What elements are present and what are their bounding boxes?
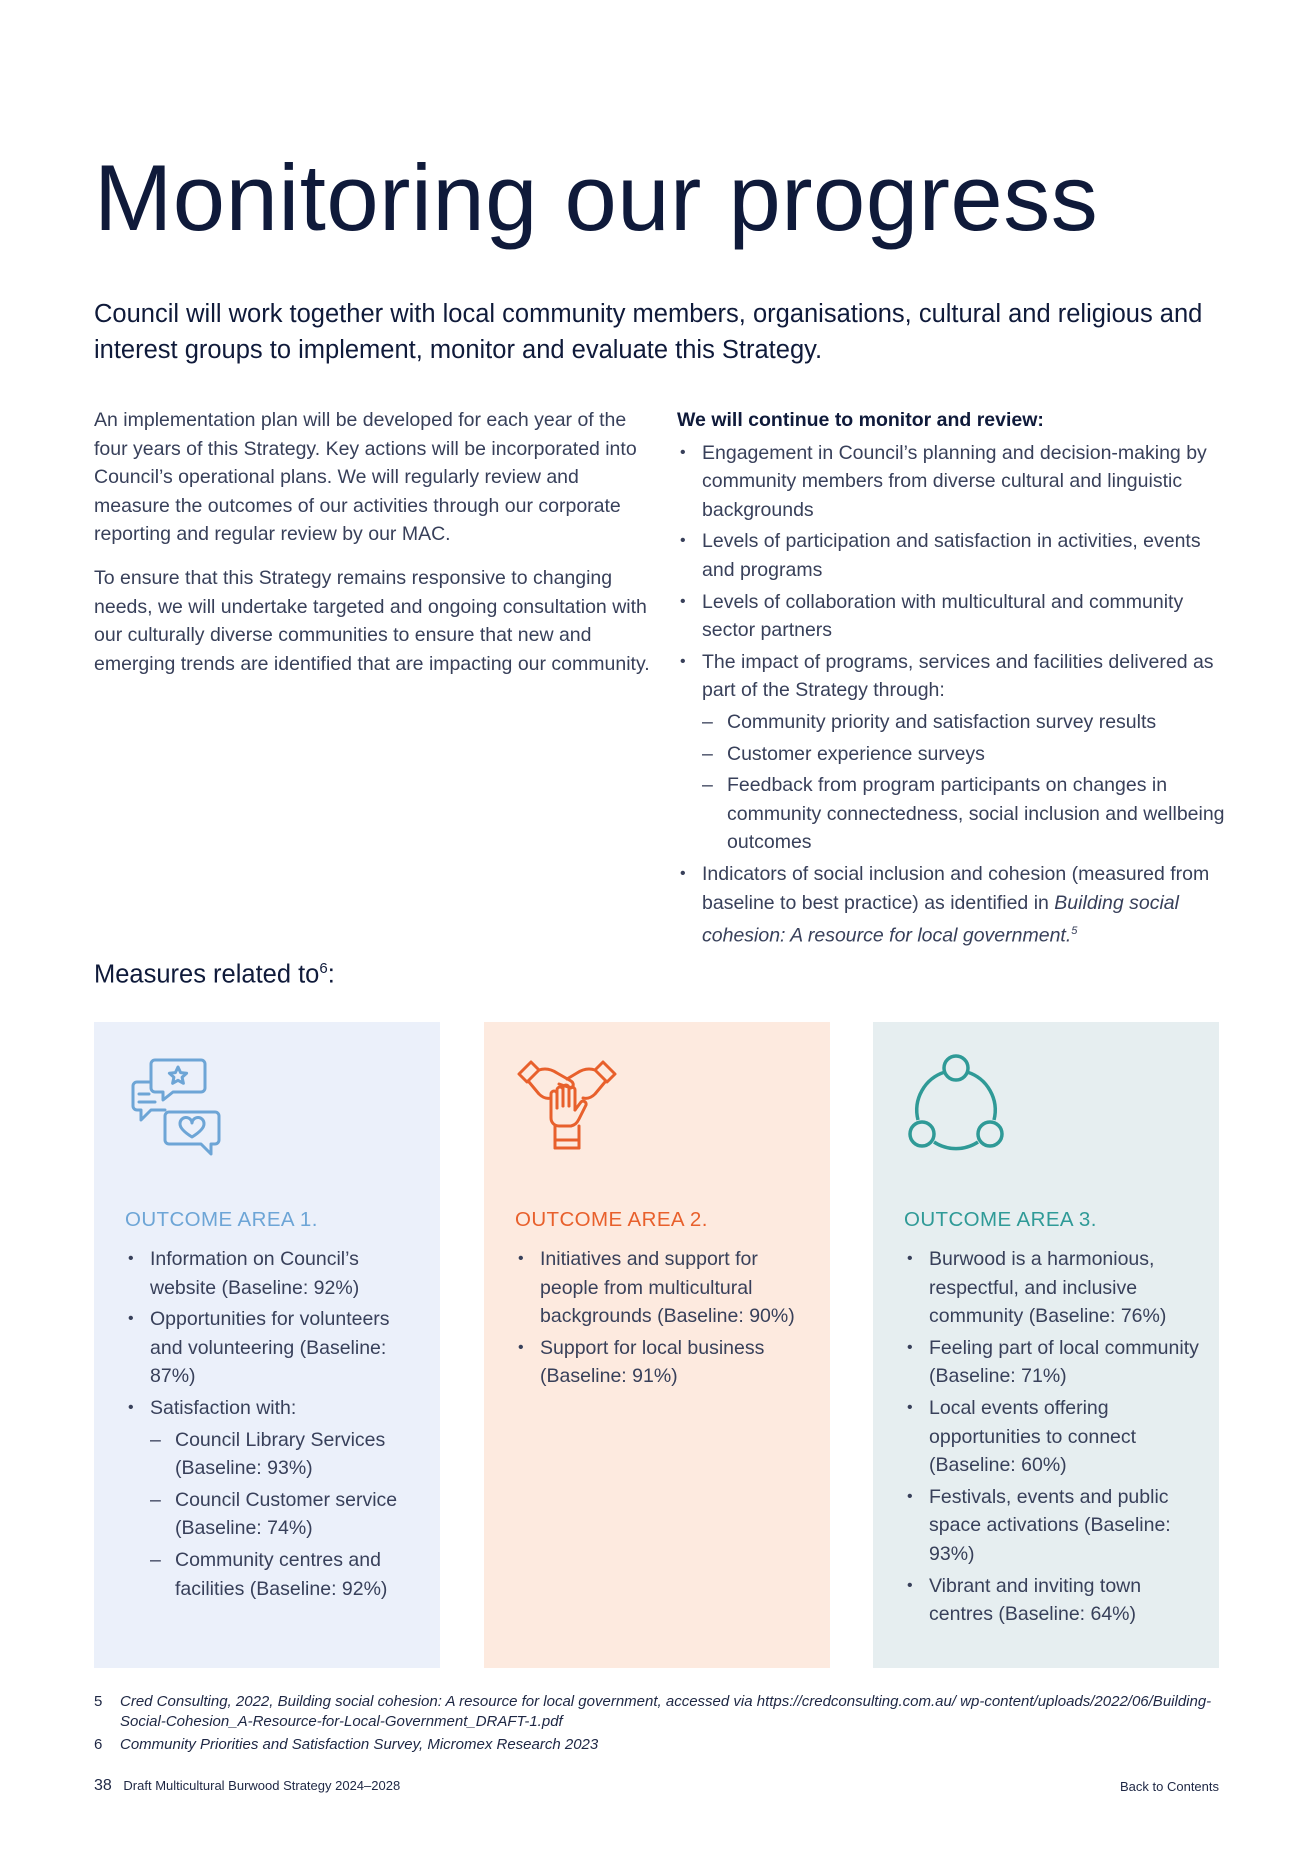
outcome-item: • Feeling part of local community (Baseline: 71%)	[904, 1334, 1201, 1391]
lead-paragraph: Council will work together with local community members, organisations, cultural and religious and interest groups to implement, monitor and evaluate this Strategy.	[94, 300, 1203, 364]
outcome-list	[125, 1245, 422, 1603]
outcome-card-1	[94, 1022, 440, 1668]
outcome-list	[904, 1245, 1201, 1629]
footnotes	[94, 1692, 1244, 1758]
monitor-sub-item: – Feedback from program participants on changes in community connectedness, social inclusion and wellbeing outcomes	[702, 771, 1237, 857]
footnote-ref: 5	[1071, 925, 1078, 938]
measures-heading-text: Measures related to	[94, 960, 320, 989]
page-footer	[94, 1777, 1219, 1795]
intro-paragraph: An implementation plan will be developed for each year of the four years of this Strategy. Key actions will be incorporated into Council’s operational plans. We will regularly review and measure the outcomes of our activities through our corporate reporting and regular review by our MAC.	[94, 409, 637, 546]
monitor-item-text: The impact of programs, services and facilities delivered as part of the Strategy through:	[702, 650, 1214, 702]
monitor-item: • Levels of collaboration with multicultural and community sector partners	[677, 588, 1237, 645]
outcome-card-3	[873, 1022, 1219, 1668]
monitor-item	[677, 648, 1237, 857]
monitor-sub-item: – Customer experience surveys	[702, 740, 1237, 769]
outcome-sub-list	[150, 1426, 422, 1604]
outcome-item-text: Satisfaction with:	[150, 1396, 297, 1419]
outcome-sub-item: – Community centres and facilities (Baseline: 92%)	[150, 1546, 422, 1603]
outcome-item: • Initiatives and support for people from multicultural backgrounds (Baseline: 90%)	[515, 1245, 812, 1331]
page-title: Monitoring our progress	[94, 145, 1099, 250]
footnote-ref: 6	[319, 960, 328, 977]
monitor-column	[677, 406, 1237, 953]
outcome-title: OUTCOME AREA 1.	[125, 1208, 318, 1231]
back-to-contents-link[interactable]: Back to Contents	[1120, 1779, 1219, 1794]
monitor-item	[677, 860, 1237, 950]
intro-column	[94, 406, 654, 693]
connected-circles-icon	[904, 1052, 1008, 1156]
footnote	[94, 1735, 1244, 1755]
footnote-text: Community Priorities and Satisfaction Survey, Micromex Research 2023	[120, 1736, 599, 1753]
outcome-list	[515, 1245, 812, 1391]
monitor-item: • Levels of participation and satisfaction in activities, events and programs	[677, 527, 1237, 584]
footnote-number: 5	[94, 1693, 103, 1710]
outcome-item: • Opportunities for volunteers and volunteering (Baseline: 87%)	[125, 1305, 422, 1391]
citation-title: Building social cohesion: A resource for local government.	[702, 891, 1179, 947]
outcome-item: • Support for local business (Baseline: 91%)	[515, 1334, 812, 1391]
outcome-item: • Information on Council’s website (Baseline: 92%)	[125, 1245, 422, 1302]
stacked-hands-icon	[515, 1052, 619, 1156]
outcome-item	[125, 1394, 422, 1603]
footnote-text: Cred Consulting, 2022, Building social cohesion: A resource for local government, accessed via https://credconsulting.com.au/ wp-content/uploads/2022/06/Building-Social-Cohesion_A-Resource-for-Local-Government_DRAFT-1.pdf	[120, 1693, 1212, 1730]
monitor-item: • Engagement in Council’s planning and decision-making by community members from diverse cultural and linguistic backgrounds	[677, 439, 1237, 525]
outcome-card-2	[484, 1022, 830, 1668]
intro-paragraph: To ensure that this Strategy remains responsive to changing needs, we will undertake targeted and ongoing consultation with our culturally diverse communities to ensure that new and emerging trends are identified that are impacting our community.	[94, 566, 650, 675]
monitor-sub-item: – Community priority and satisfaction survey results	[702, 708, 1237, 737]
outcome-item: • Burwood is a harmonious, respectful, and inclusive community (Baseline: 76%)	[904, 1245, 1201, 1331]
outcome-sub-item: – Council Customer service (Baseline: 74%)	[150, 1486, 422, 1543]
page-number: 38	[94, 1777, 112, 1794]
outcome-item: • Festivals, events and public space activations (Baseline: 93%)	[904, 1483, 1201, 1569]
outcome-item: • Local events offering opportunities to connect (Baseline: 60%)	[904, 1394, 1201, 1480]
monitor-heading: We will continue to monitor and review:	[677, 409, 1044, 431]
measures-heading: Measures related $to^6$:	[94, 960, 335, 989]
outcome-sub-item: – Council Library Services (Baseline: 93%)	[150, 1426, 422, 1483]
footnote	[94, 1692, 1244, 1732]
outcome-title: OUTCOME AREA 3.	[904, 1208, 1097, 1231]
outcome-title: OUTCOME AREA 2.	[515, 1208, 708, 1231]
document-title: Draft Multicultural Burwood Strategy 2024–2028	[123, 1778, 401, 1793]
footnote-number: 6	[94, 1736, 103, 1753]
monitor-list	[677, 439, 1237, 951]
monitor-sub-list	[702, 708, 1237, 857]
outcome-item: • Vibrant and inviting town centres (Baseline: 64%)	[904, 1572, 1201, 1629]
chat-bubbles-icon	[125, 1052, 229, 1156]
monitor-item-text: Indicators of social inclusion and cohesion (measured from baseline to best practice) as identified in	[702, 862, 1210, 914]
